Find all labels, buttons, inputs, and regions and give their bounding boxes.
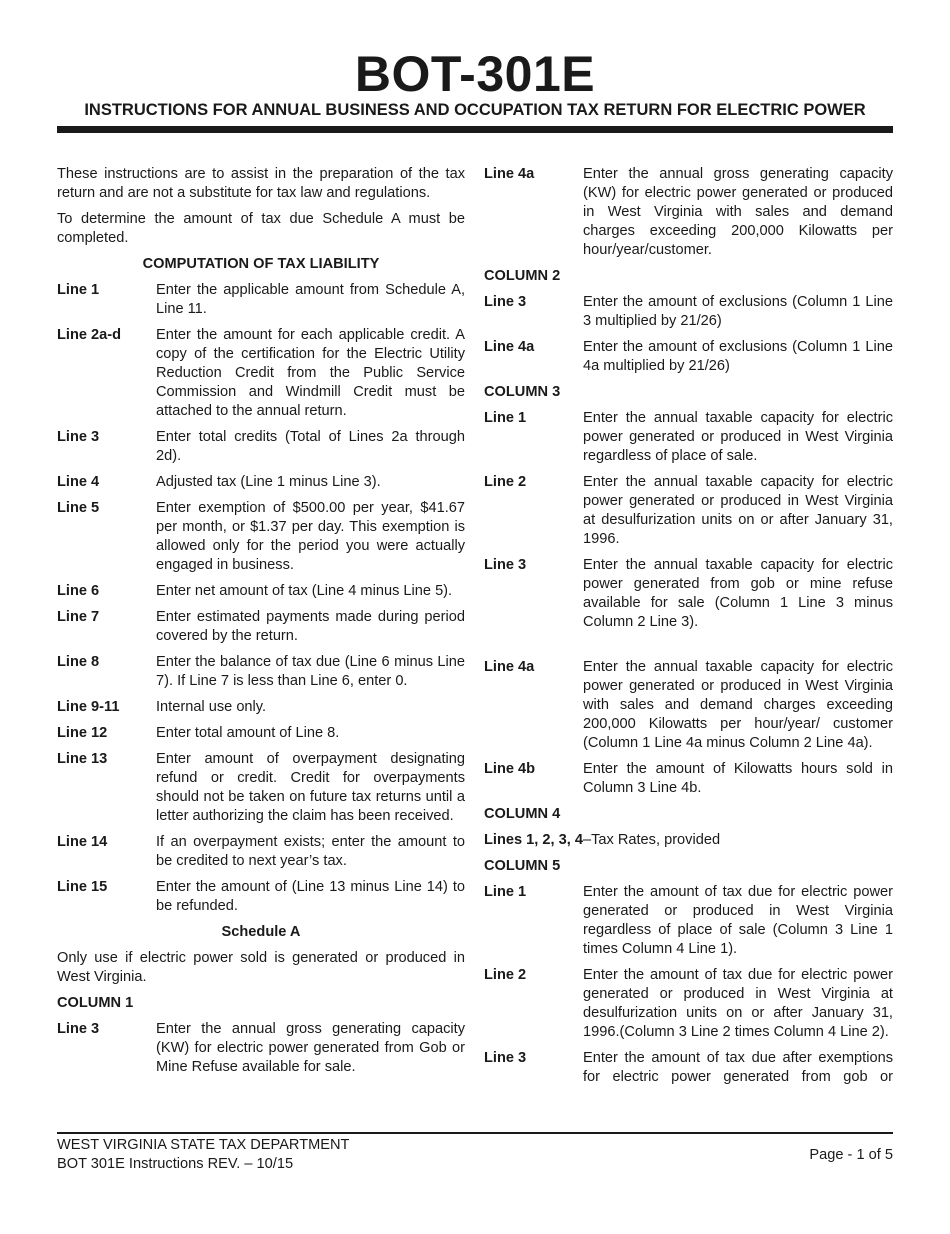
line-label: Line 4a (484, 166, 535, 182)
instruction-entry (57, 499, 465, 575)
intro-paragraph: To determine the amount of tax due Schedule A must be completed. (57, 211, 465, 246)
document-header (57, 48, 893, 120)
column-5-heading: COLUMN 5 (484, 858, 561, 874)
instruction-entry (484, 760, 893, 798)
instruction-entry (57, 1020, 465, 1077)
line-label: Line 4a (484, 659, 535, 675)
line-text: If an overpayment exists; enter the amount to be credited to next year’s tax. (156, 834, 465, 869)
line-text: Internal use only. (156, 699, 267, 715)
line-label: Line 1 (57, 282, 100, 298)
line-text: Enter the applicable amount from Schedule A, Line 11. (156, 282, 465, 317)
instruction-entry (57, 878, 465, 916)
line-label: Line 15 (57, 879, 108, 895)
instruction-entry (484, 556, 893, 632)
instruction-entry (484, 165, 893, 260)
instruction-entry (484, 1049, 893, 1087)
instruction-entry (57, 608, 465, 646)
instruction-entry (484, 473, 893, 549)
column-3-heading: COLUMN 3 (484, 384, 561, 400)
line-text: Enter the amount of tax due for electric power generated or produced in West Virginia regardless of place of sale (Column 3 Line 1 times Column 4 Line 1). (583, 884, 893, 957)
instruction-entry (484, 883, 893, 959)
line-label: Line 5 (57, 500, 100, 516)
instruction-entry (57, 750, 465, 826)
agency-name: WEST VIRGINIA STATE TAX DEPARTMENT (57, 1137, 350, 1153)
instruction-entry (57, 653, 465, 691)
line-text: Enter the annual taxable capacity for electric power generated or produced in West Virginia regardless of place of sale. (583, 410, 893, 464)
instruction-entry (57, 473, 465, 492)
line-text: Enter total credits (Total of Lines 2a through 2d). (156, 429, 465, 464)
footer-left (57, 1136, 349, 1174)
line-label: Line 1 (484, 410, 527, 426)
form-subtitle: INSTRUCTIONS FOR ANNUAL BUSINESS AND OCCUPATION TAX RETURN FOR ELECTRIC POWER (84, 101, 866, 119)
line-text: Enter estimated payments made during period covered by the return. (156, 609, 465, 644)
line-text: –Tax Rates, provided (582, 832, 721, 848)
header-rule (57, 126, 893, 133)
line-text: Enter the amount for each applicable credit. A copy of the certification for the Electric Utility Reduction Credit from the Public Service Commission and Windmill Credit must be attached to the annual return. (156, 327, 465, 419)
line-label: Line 3 (484, 1050, 527, 1066)
line-text: Adjusted tax (Line 1 minus Line 3). (156, 474, 381, 490)
line-label: Line 14 (57, 834, 108, 850)
line-label: Line 12 (57, 725, 108, 741)
line-text: Enter the annual gross generating capacity (KW) for electric power generated from Gob or Mine Refuse available for sale. (156, 1021, 465, 1075)
column-4-heading: COLUMN 4 (484, 806, 561, 822)
line-text: Enter the annual taxable capacity for electric power generated or produced in West Virginia with sales and demand charges exceeding 200,000 Kilowatts per hour/year/ customer (Column 1 Line 4a minus Column 2 Line 4a). (583, 659, 893, 751)
computation-heading: COMPUTATION OF TAX LIABILITY (142, 256, 380, 272)
instruction-entry (484, 966, 893, 1042)
line-label: Line 1 (484, 884, 527, 900)
column-2-heading: COLUMN 2 (484, 268, 561, 284)
line-label: Line 2 (484, 967, 527, 983)
form-revision: BOT 301E Instructions REV. – 10/15 (57, 1156, 294, 1172)
line-text: Enter the amount of (Line 13 minus Line 14) to be refunded. (156, 879, 465, 914)
instruction-entry (484, 658, 893, 753)
right-column (484, 165, 893, 1094)
line-text: Enter net amount of tax (Line 4 minus Line 5). (156, 583, 453, 599)
instruction-entry (57, 428, 465, 466)
line-text: Enter the amount of exclusions (Column 1 Line 4a multiplied by 21/26) (583, 339, 893, 374)
footer-rule (57, 1132, 893, 1134)
line-label: Line 2a-d (57, 327, 122, 343)
line-label: Line 4 (57, 474, 100, 490)
instruction-entry (57, 698, 465, 717)
line-label: Line 8 (57, 654, 100, 670)
line-label: Line 9-11 (57, 699, 120, 715)
column-1-heading: COLUMN 1 (57, 995, 134, 1011)
line-text: Enter the annual gross generating capacity (KW) for electric power generated or produced in West Virginia with sales and demand charges exceeding 200,000 Kilowatts per hour/year/customer. (583, 166, 893, 258)
form-title: BOT-301E (354, 46, 596, 102)
line-text: Enter the balance of tax due (Line 6 minus Line 7). If Line 7 is less than Line 6, enter 0. (156, 654, 465, 689)
line-label: Line 7 (57, 609, 100, 625)
instruction-entry (57, 833, 465, 871)
schedule-a-heading: Schedule A (221, 924, 301, 940)
instruction-entry (484, 338, 893, 376)
line-label: Line 3 (484, 557, 527, 573)
line-label: Line 3 (57, 1021, 100, 1037)
line-label: Line 3 (57, 429, 100, 445)
line-label: Line 2 (484, 474, 527, 490)
line-label: Line 6 (57, 583, 100, 599)
page-number: Page - 1 of 5 (809, 1147, 893, 1163)
line-text: Enter the amount of exclusions (Column 1 Line 3 multiplied by 21/26) (583, 294, 893, 329)
line-text: Enter the amount of tax due for electric power generated or produced in West Virginia at desulfurization units on or after January 31, 1996.(Column 3 Line 2 times Column 4 Line 2). (583, 967, 893, 1040)
line-text: Enter total amount of Line 8. (156, 725, 340, 741)
line-text: Enter the amount of Kilowatts hours sold in Column 3 Line 4b. (583, 761, 893, 796)
line-label: Line 13 (57, 751, 108, 767)
line-text: Enter the annual taxable capacity for electric power generated from gob or mine refuse available for sale (Column 1 Line 3 minus Column 2 Line 3). (583, 557, 893, 630)
line-text: Enter amount of overpayment designating refund or credit. Credit for overpayments should not be taken on future tax returns until a letter authorizing the claim has been received. (156, 751, 465, 824)
instruction-entry (484, 293, 893, 331)
schedule-a-intro: Only use if electric power sold is generated or produced in West Virginia. (57, 950, 465, 985)
intro-paragraph: These instructions are to assist in the preparation of the tax return and are not a substitute for tax law and regulations. (57, 166, 465, 201)
line-text: Enter the amount of tax due after exemptions for electric power generated from gob or (583, 1050, 893, 1085)
instruction-entry (484, 831, 893, 850)
instruction-entry (57, 724, 465, 743)
line-text: Enter the annual taxable capacity for electric power generated or produced in West Virginia at desulfurization units on or after January 31, 1996. (583, 474, 893, 547)
line-label: Line 4b (484, 761, 536, 777)
left-column (57, 165, 465, 1084)
instruction-entry (57, 281, 465, 319)
line-label: Lines 1, 2, 3, 4 (484, 832, 583, 848)
line-label: Line 4a (484, 339, 535, 355)
instruction-entry (57, 582, 465, 601)
instruction-entry (57, 326, 465, 421)
line-label: Line 3 (484, 294, 527, 310)
instruction-entry (484, 409, 893, 466)
line-text: Enter exemption of $500.00 per year, $41.67 per month, or $1.37 per day. This exemption is allowed only for the period you were actually engaged in business. (156, 500, 465, 573)
